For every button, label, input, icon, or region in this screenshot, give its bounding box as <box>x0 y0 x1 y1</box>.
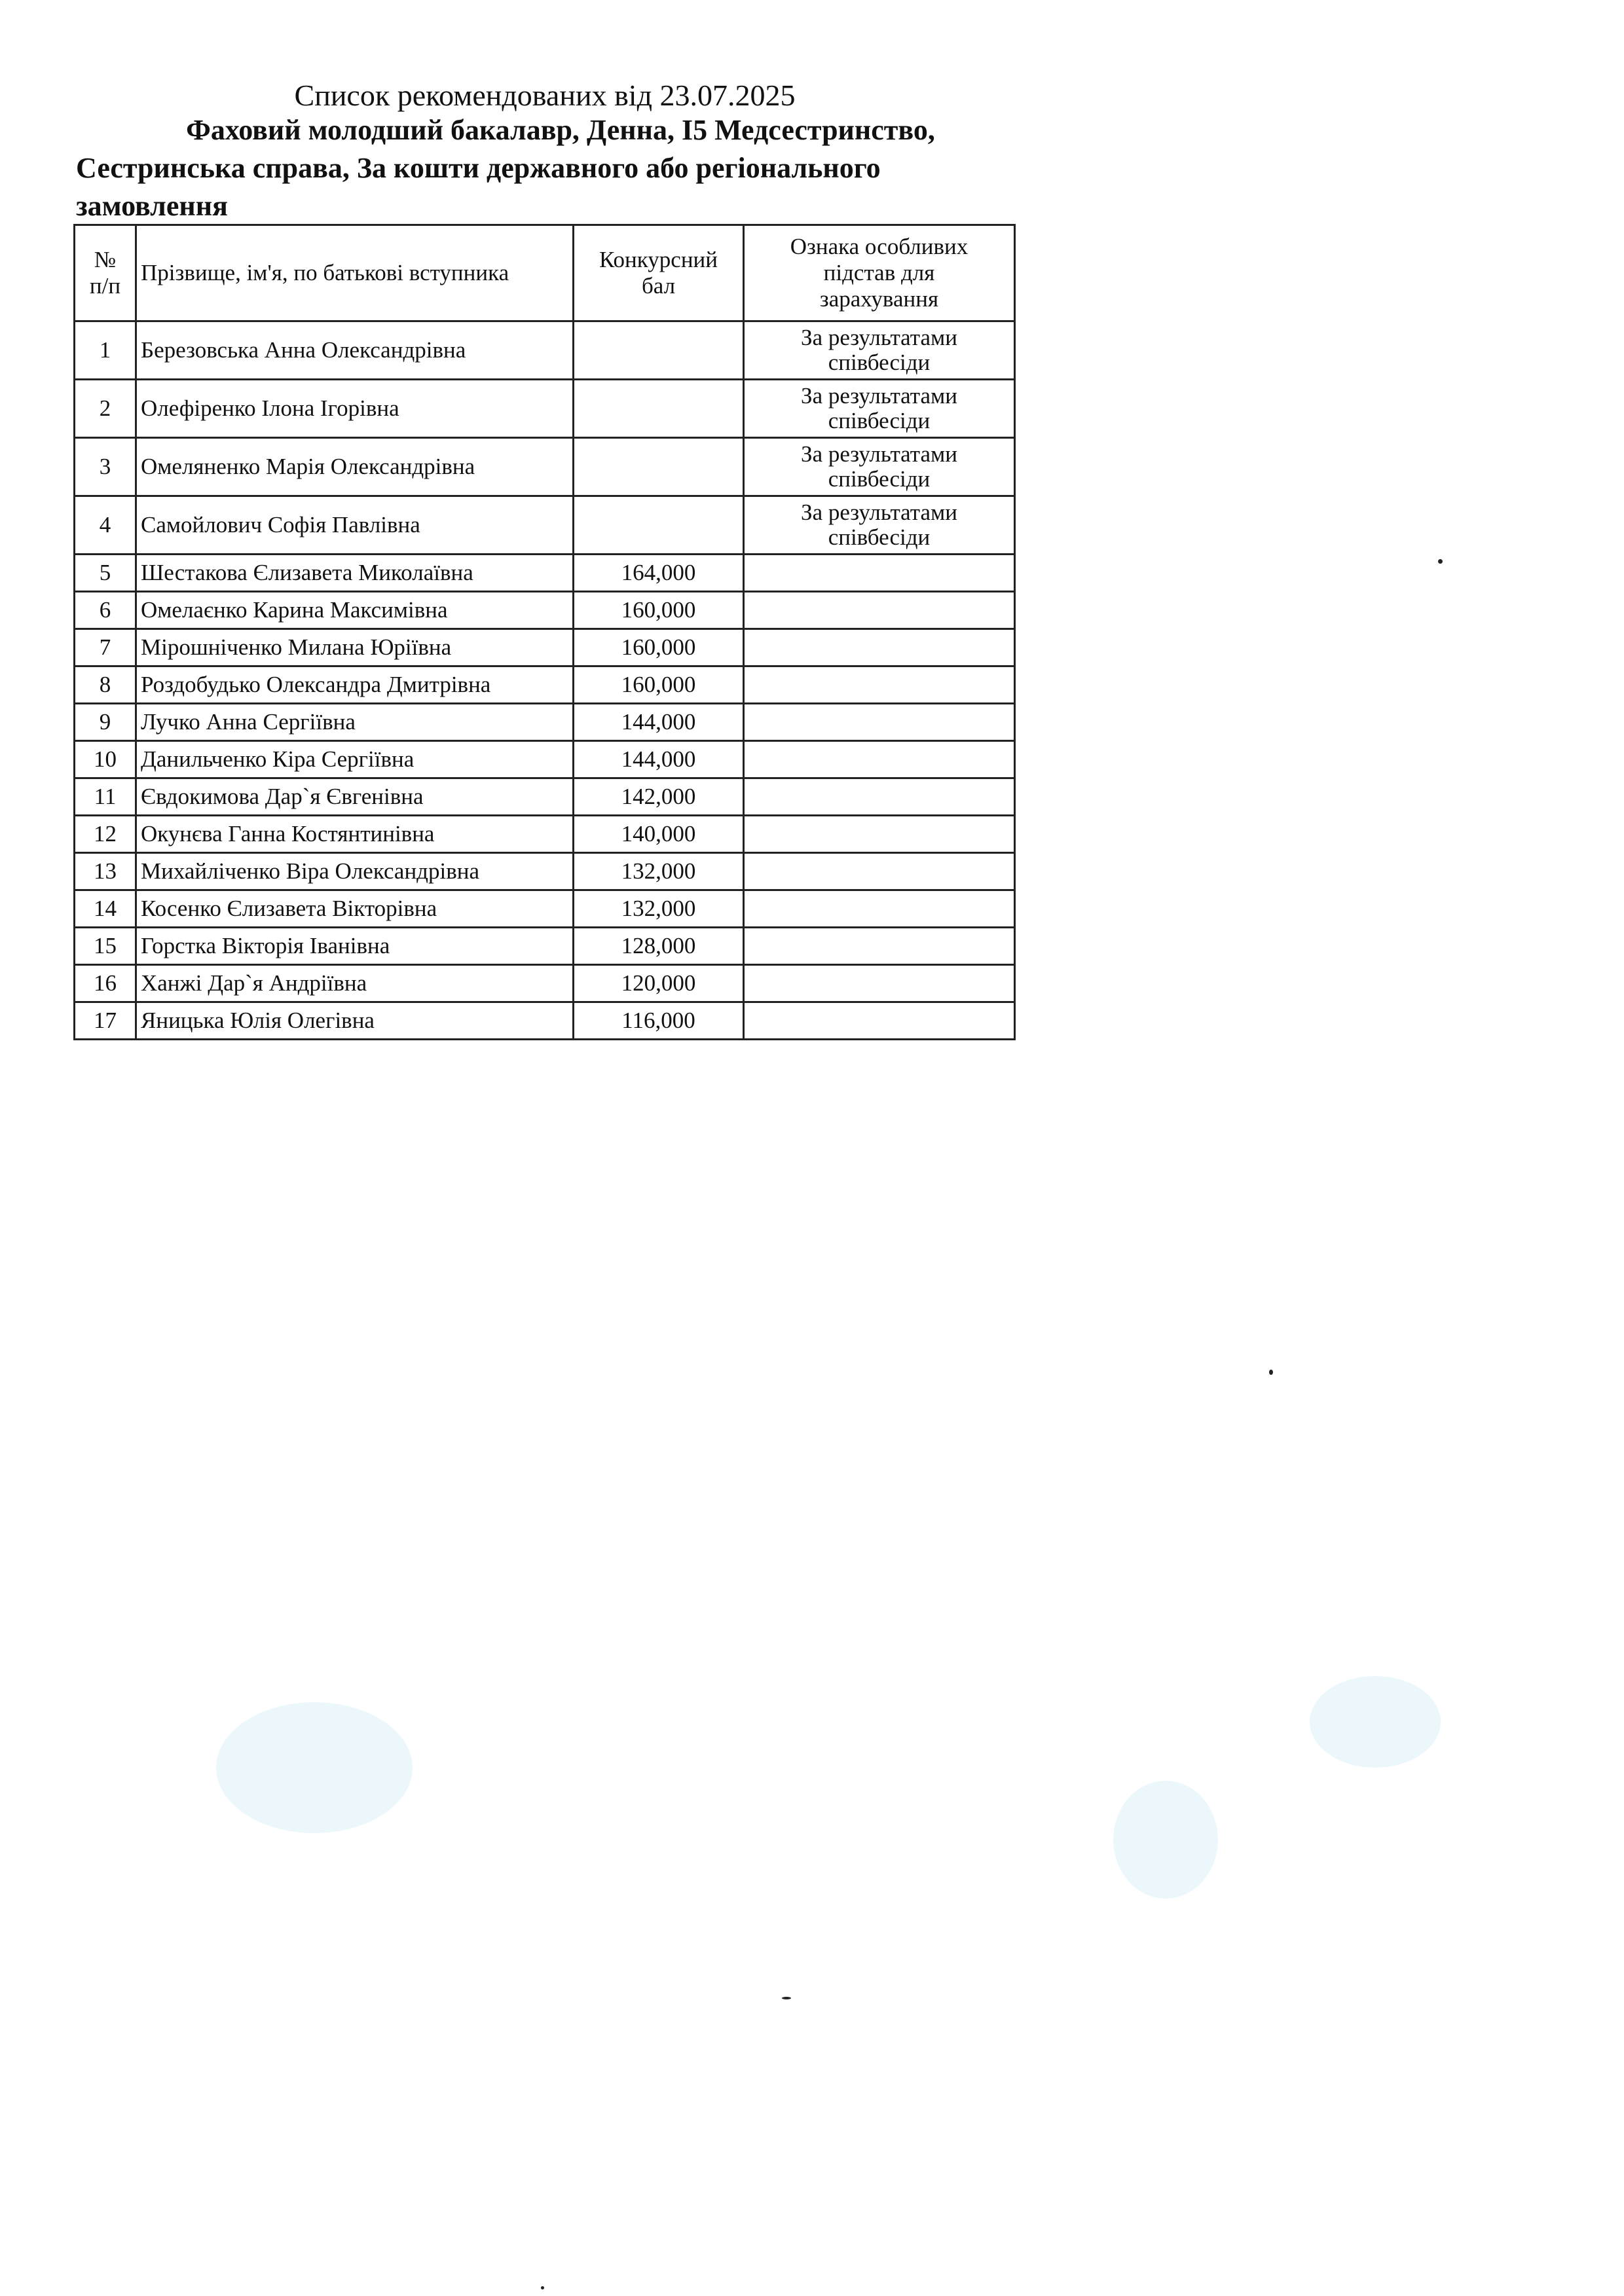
applicant-name: Омеляненко Марія Олександрівна <box>136 438 574 496</box>
competitive-score: 132,000 <box>574 853 744 890</box>
row-number: 17 <box>75 1002 136 1040</box>
table-row <box>75 592 1015 629</box>
row-number: 7 <box>75 629 136 666</box>
applicant-name: Ханжі Дар`я Андріївна <box>136 965 574 1002</box>
applicant-name: Михайліченко Віра Олександрівна <box>136 853 574 890</box>
special-grounds <box>744 704 1015 741</box>
table-row <box>75 555 1015 592</box>
competitive-score: 132,000 <box>574 890 744 928</box>
row-number: 12 <box>75 816 136 853</box>
special-grounds-line2: співбесіди <box>828 524 931 550</box>
header-number <box>75 225 136 321</box>
special-grounds-line1: За результатами <box>801 383 957 409</box>
applicant-name: Роздобудько Олександра Дмитрівна <box>136 666 574 704</box>
row-number: 11 <box>75 778 136 816</box>
competitive-score: 140,000 <box>574 816 744 853</box>
competitive-score: 160,000 <box>574 666 744 704</box>
special-grounds-line1: За результатами <box>801 325 957 350</box>
program-heading <box>76 111 1032 225</box>
table-row <box>75 778 1015 816</box>
competitive-score <box>574 438 744 496</box>
special-grounds <box>744 1002 1015 1040</box>
competitive-score: 164,000 <box>574 555 744 592</box>
applicant-name: Мірошніченко Милана Юріївна <box>136 629 574 666</box>
applicant-name: Косенко Єлизавета Вікторівна <box>136 890 574 928</box>
row-number: 5 <box>75 555 136 592</box>
applicant-name: Шестакова Єлизавета Миколаївна <box>136 555 574 592</box>
applicant-name: Яницька Юлія Олегівна <box>136 1002 574 1040</box>
scan-smudge <box>1310 1676 1441 1768</box>
special-grounds-line1: За результатами <box>801 441 957 467</box>
scan-smudge <box>1113 1781 1218 1899</box>
table-row <box>75 629 1015 666</box>
competitive-score <box>574 496 744 555</box>
header-competitive-score <box>574 225 744 321</box>
row-number: 10 <box>75 741 136 778</box>
applicant-name: Самойлович Софія Павлівна <box>136 496 574 555</box>
header-applicant-name: Прізвище, ім'я, по батькові вступника <box>136 225 574 321</box>
table-header-row <box>75 225 1015 321</box>
program-heading-line3: замовлення <box>76 190 228 222</box>
recommended-applicants-table <box>73 224 1016 1040</box>
header-mark-line1: Ознака особливих <box>790 234 969 259</box>
competitive-score: 128,000 <box>574 928 744 965</box>
competitive-score: 160,000 <box>574 592 744 629</box>
row-number: 4 <box>75 496 136 555</box>
special-grounds <box>744 496 1015 555</box>
program-heading-line2: Сестринська справа, За кошти державного або регіонального <box>76 152 881 184</box>
table-row <box>75 704 1015 741</box>
table-row <box>75 741 1015 778</box>
competitive-score <box>574 380 744 438</box>
special-grounds <box>744 555 1015 592</box>
special-grounds <box>744 965 1015 1002</box>
scan-speck <box>782 1997 791 1999</box>
special-grounds <box>744 666 1015 704</box>
special-grounds <box>744 380 1015 438</box>
applicant-name: Лучко Анна Сергіївна <box>136 704 574 741</box>
applicant-name: Березовська Анна Олександрівна <box>136 321 574 380</box>
scan-speck <box>1438 559 1443 564</box>
header-mark-line3: зарахування <box>819 286 939 312</box>
row-number: 2 <box>75 380 136 438</box>
row-number: 14 <box>75 890 136 928</box>
row-number: 8 <box>75 666 136 704</box>
scan-speck <box>541 2286 544 2289</box>
table-row <box>75 816 1015 853</box>
table-row <box>75 890 1015 928</box>
competitive-score: 142,000 <box>574 778 744 816</box>
applicant-name: Горстка Вікторія Іванівна <box>136 928 574 965</box>
special-grounds <box>744 629 1015 666</box>
scan-speck <box>1269 1370 1273 1375</box>
special-grounds <box>744 741 1015 778</box>
header-number-symbol: № <box>94 247 117 272</box>
table-row <box>75 321 1015 380</box>
row-number: 9 <box>75 704 136 741</box>
scan-smudge <box>216 1702 413 1833</box>
table-row <box>75 496 1015 555</box>
special-grounds-line2: співбесіди <box>828 466 931 492</box>
applicant-name: Омелаєнко Карина Максимівна <box>136 592 574 629</box>
special-grounds-line2: співбесіди <box>828 408 931 433</box>
applicant-name: Окунєва Ганна Костянтинівна <box>136 816 574 853</box>
table-row <box>75 965 1015 1002</box>
special-grounds-line2: співбесіди <box>828 350 931 375</box>
row-number: 6 <box>75 592 136 629</box>
applicant-name: Олефіренко Ілона Ігорівна <box>136 380 574 438</box>
program-heading-line1: Фаховий молодший бакалавр, Денна, I5 Медсестринство, <box>186 114 935 146</box>
special-grounds <box>744 890 1015 928</box>
row-number: 16 <box>75 965 136 1002</box>
row-number: 1 <box>75 321 136 380</box>
header-mark-line2: підстав для <box>823 260 935 285</box>
special-grounds <box>744 321 1015 380</box>
header-score-line1: Конкурсний <box>599 247 718 272</box>
competitive-score <box>574 321 744 380</box>
table-row <box>75 438 1015 496</box>
header-score-line2: бал <box>641 273 676 299</box>
table-row <box>75 1002 1015 1040</box>
competitive-score: 160,000 <box>574 629 744 666</box>
special-grounds-line1: За результатами <box>801 500 957 525</box>
table-row <box>75 853 1015 890</box>
special-grounds <box>744 928 1015 965</box>
table-row <box>75 380 1015 438</box>
row-number: 15 <box>75 928 136 965</box>
table-row <box>75 928 1015 965</box>
competitive-score: 144,000 <box>574 741 744 778</box>
special-grounds <box>744 816 1015 853</box>
special-grounds <box>744 592 1015 629</box>
competitive-score: 144,000 <box>574 704 744 741</box>
header-number-abbrev: п/п <box>89 273 121 299</box>
list-title: Список рекомендованих від 23.07.2025 <box>294 79 796 112</box>
header-special-grounds <box>744 225 1015 321</box>
special-grounds <box>744 853 1015 890</box>
special-grounds <box>744 778 1015 816</box>
special-grounds <box>744 438 1015 496</box>
row-number: 13 <box>75 853 136 890</box>
competitive-score: 116,000 <box>574 1002 744 1040</box>
competitive-score: 120,000 <box>574 965 744 1002</box>
table-row <box>75 666 1015 704</box>
applicant-name: Євдокимова Дар`я Євгенівна <box>136 778 574 816</box>
applicant-name: Данильченко Кіра Сергіївна <box>136 741 574 778</box>
row-number: 3 <box>75 438 136 496</box>
